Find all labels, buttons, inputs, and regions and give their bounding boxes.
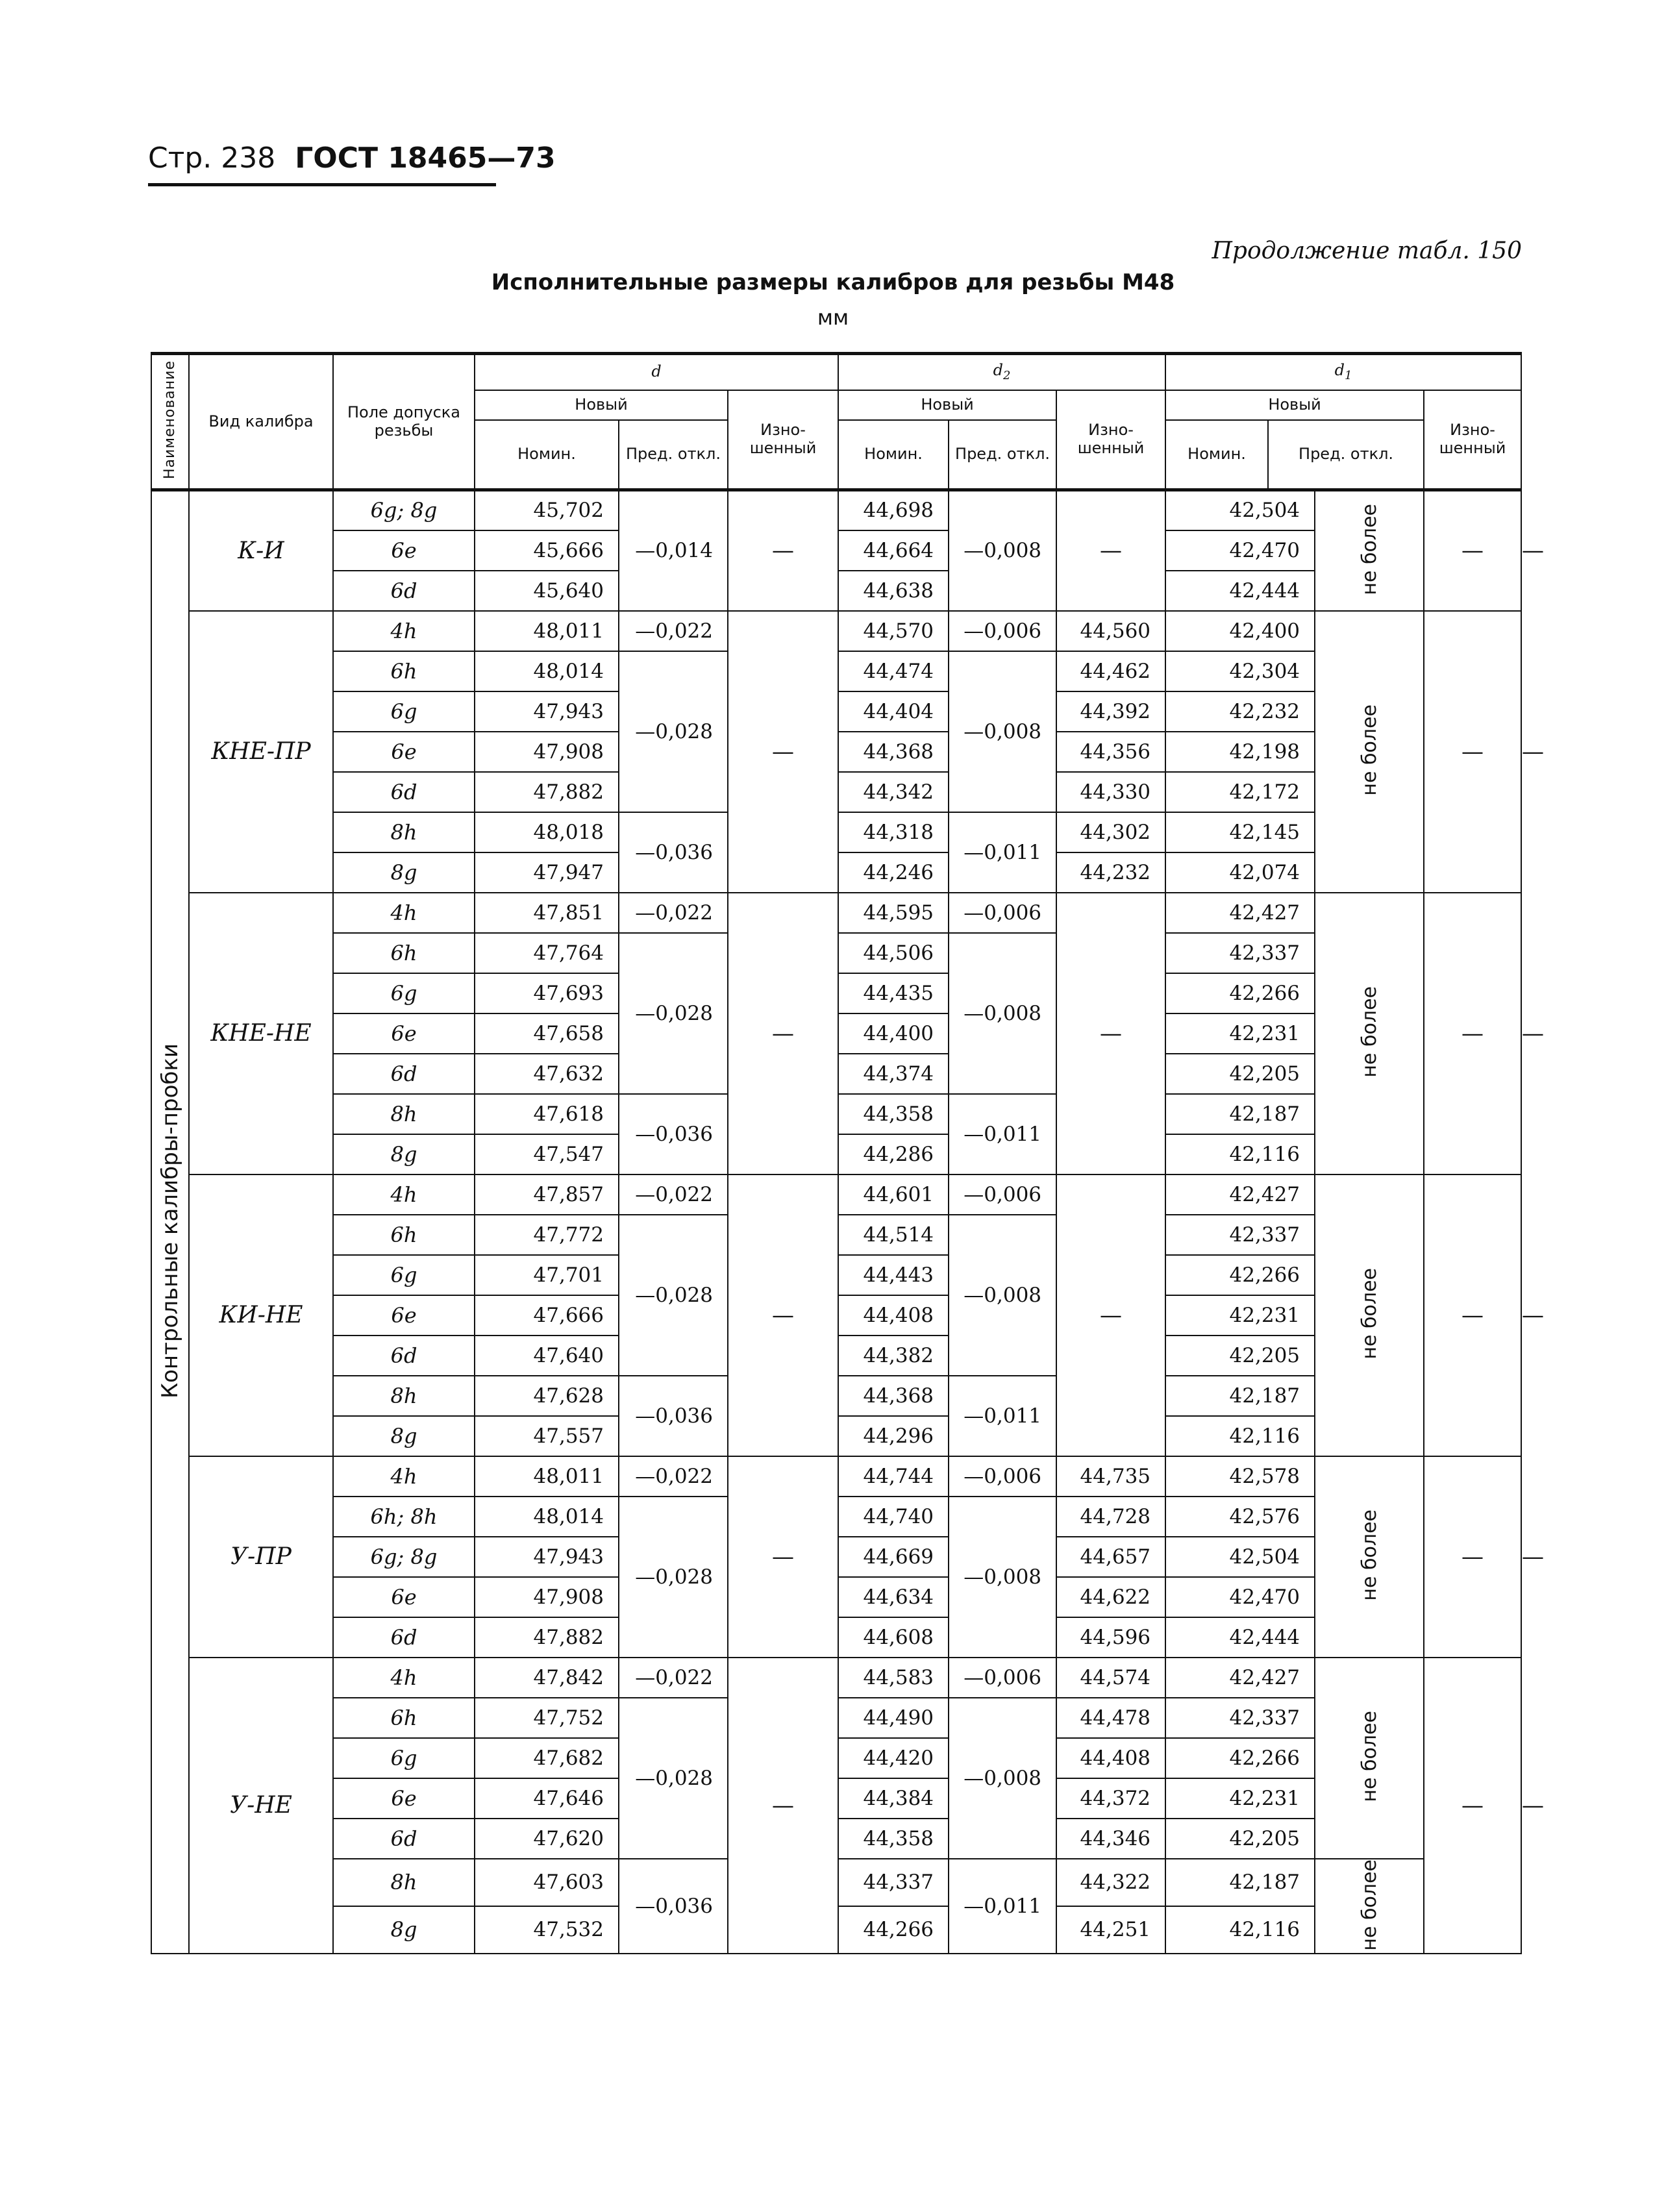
d2-deviation: —0,011 [949,1859,1056,1954]
d2-deviation: —0,008 [949,1215,1056,1376]
d2-nominal: 44,246 [838,852,949,893]
d-worn: — [728,611,838,893]
tolerance-field: 6g [333,973,475,1013]
d1-nominal: 42,187 [1165,1859,1315,1906]
tolerance-field: 4h [333,1174,475,1215]
d2-nominal: 44,664 [838,530,949,571]
table-row: КНЕ-НЕ 4h 47,851 —0,022 — 44,595 —0,006 — 42,427 не более — — [151,893,1521,933]
table-row: У-НЕ 4h 47,842 —0,022 — 44,583 —0,006 44,574 42,427 не более — — [151,1658,1521,1698]
d-deviation: —0,028 [619,651,728,812]
d-nominal: 48,014 [475,651,619,691]
d2-worn: — [1056,490,1165,611]
d2-nominal: 44,318 [838,812,949,852]
d2-nominal: 44,601 [838,1174,949,1215]
d2-nominal: 44,514 [838,1215,949,1255]
d-deviation: —0,022 [619,1658,728,1698]
d2-nominal: 44,740 [838,1497,949,1537]
d-deviation: —0,028 [619,1497,728,1658]
tolerance-field: 6d [333,1617,475,1658]
d-dev-header: Пред. откл. [619,420,728,490]
d1-nominal: 42,232 [1165,691,1315,732]
not-more-label: не более [1358,503,1381,595]
col-name-header: Наименование [151,354,189,490]
d2-worn: 44,356 [1056,732,1165,772]
d-nominal: 47,666 [475,1295,619,1336]
d2-nominal: 44,506 [838,933,949,973]
d2-new-header: Новый [838,390,1056,420]
d-nominal: 47,547 [475,1134,619,1174]
d2-worn: 44,346 [1056,1819,1165,1859]
d1-nominal: 42,198 [1165,732,1315,772]
d-nominal: 47,764 [475,933,619,973]
d-worn: — [728,1658,838,1954]
tolerance-field: 4h [333,611,475,651]
tolerance-field: 6d [333,1336,475,1376]
d2-nominal: 44,374 [838,1054,949,1094]
d-deviation: —0,028 [619,1215,728,1376]
d2-nominal: 44,698 [838,490,949,530]
d1-nominal: 42,145 [1165,812,1315,852]
d1-deviation [1315,1859,1424,1954]
d-nominal: 45,640 [475,571,619,611]
d1-nominal: 42,427 [1165,1658,1315,1698]
d-nominal: 47,640 [475,1336,619,1376]
tolerance-field: 8h [333,1376,475,1416]
d1-nominal: 42,172 [1165,772,1315,812]
d1-nominal: 42,304 [1165,651,1315,691]
d-nominal: 47,632 [475,1054,619,1094]
tolerance-field: 8g [333,1906,475,1954]
not-more-label: не более [1358,1859,1381,1951]
d1-nominal: 42,116 [1165,1134,1315,1174]
d-nominal: 47,943 [475,691,619,732]
d2-worn: 44,622 [1056,1577,1165,1617]
d2-deviation: —0,006 [949,1174,1056,1215]
d1-nominal: 42,074 [1165,852,1315,893]
tolerance-field: 8g [333,1134,475,1174]
d-worn: — [728,1174,838,1456]
tolerance-field: 4h [333,1456,475,1497]
d-nominal: 47,682 [475,1738,619,1778]
d2-worn: — [1056,1174,1165,1456]
d2-nominal: 44,404 [838,691,949,732]
gauge-type: У-ПР [189,1456,333,1658]
tolerance-field: 6e [333,530,475,571]
d1-nominal: 42,205 [1165,1336,1315,1376]
d1-nominal: 42,400 [1165,611,1315,651]
tolerance-field: 6g; 8g [333,490,475,530]
tolerance-field: 6h [333,1215,475,1255]
d1-nominal: 42,266 [1165,973,1315,1013]
d-worn: — [728,490,838,611]
tolerance-field: 6g [333,691,475,732]
table-row: КИ-НЕ 4h 47,857 —0,022 — 44,601 —0,006 — 42,427 не более — — [151,1174,1521,1215]
tolerance-field: 6h [333,1698,475,1738]
table-title: Исполнительные размеры калибров для резьбы M48 [491,269,1175,295]
d2-nominal: 44,342 [838,772,949,812]
gauge-type: К-И [189,490,333,611]
d1-worn: — [1424,1174,1521,1456]
d1-nominal: 42,576 [1165,1497,1315,1537]
not-more-label: не более [1358,1510,1381,1601]
d-deviation: —0,036 [619,1094,728,1174]
d1-nominal: 42,116 [1165,1906,1315,1954]
d2-nominal: 44,443 [838,1255,949,1295]
col-vid-header: Вид калибра [189,354,333,490]
d-nominal: 47,908 [475,1577,619,1617]
d-deviation: —0,036 [619,812,728,893]
d-deviation: —0,028 [619,1698,728,1859]
d-nominal: 47,772 [475,1215,619,1255]
tolerance-field: 4h [333,893,475,933]
d1-deviation [1315,1658,1424,1859]
d1-deviation [1315,611,1424,893]
table-continuation: Продолжение табл. 150 [1212,238,1522,264]
d2-nominal: 44,669 [838,1537,949,1577]
d1-nominal: 42,427 [1165,1174,1315,1215]
d-nominal: 47,620 [475,1819,619,1859]
d-nominal: 48,018 [475,812,619,852]
d-nominal: 47,646 [475,1778,619,1819]
d-nominal: 47,857 [475,1174,619,1215]
d-nominal: 47,908 [475,732,619,772]
d2-deviation: —0,008 [949,651,1056,812]
d2-nominal: 44,583 [838,1658,949,1698]
not-more-label: не более [1358,1268,1381,1360]
d2-deviation: —0,006 [949,893,1056,933]
gauge-table [151,352,1545,1954]
d-nominal: 47,693 [475,973,619,1013]
d-nominal: 47,628 [475,1376,619,1416]
d2-worn: 44,728 [1056,1497,1165,1537]
d2-nominal: 44,296 [838,1416,949,1456]
d1-deviation [1315,490,1424,611]
d-deviation: —0,036 [619,1859,728,1954]
d2-nominal: 44,400 [838,1013,949,1054]
d2-worn-header: Изно-шенный [1056,390,1165,490]
col-d-header: d [475,354,838,390]
d2-nominal: 44,608 [838,1617,949,1658]
group-label: Контрольные калибры-пробки [157,1043,183,1399]
d-worn-header: Изно-шенный [728,390,838,490]
d2-deviation: —0,011 [949,812,1056,893]
d1-nominal: 42,504 [1165,490,1315,530]
gauge-type: КНЕ-ПР [189,611,333,893]
d1-nominal: 42,187 [1165,1094,1315,1134]
col-d2-header: $d_2$ [838,354,1165,390]
d-deviation: —0,014 [619,490,728,611]
tolerance-field: 6e [333,1577,475,1617]
d2-nominal: 44,384 [838,1778,949,1819]
tolerance-field: 8h [333,812,475,852]
d-deviation: —0,022 [619,893,728,933]
d2-worn: 44,392 [1056,691,1165,732]
d1-worn: — [1424,1658,1521,1954]
tolerance-field: 6e [333,732,475,772]
d1-nominal: 42,187 [1165,1376,1315,1416]
d1-deviation [1315,893,1424,1174]
d1-nominal: 42,427 [1165,893,1315,933]
d1-worn: — [1424,893,1521,1174]
d-nominal: 47,943 [475,1537,619,1577]
d1-nominal: 42,266 [1165,1255,1315,1295]
d1-nominal: 42,116 [1165,1416,1315,1456]
d2-deviation: —0,006 [949,611,1056,651]
tolerance-field: 6e [333,1778,475,1819]
d1-nominal: 42,444 [1165,571,1315,611]
d-worn: — [728,1456,838,1658]
d1-nominal: 42,470 [1165,530,1315,571]
d-deviation: —0,036 [619,1376,728,1456]
d2-worn: 44,478 [1056,1698,1165,1738]
table-row: Контрольные калибры-пробки К-И 6g; 8g 45,702 —0,014 — 44,698 —0,008 — 42,504 не более — — [151,490,1521,530]
tolerance-field: 6d [333,571,475,611]
d-nominal: 47,842 [475,1658,619,1698]
d2-worn: 44,372 [1056,1778,1165,1819]
d1-nominal: 42,337 [1165,933,1315,973]
page-header [148,142,556,175]
d1-worn-header: Изно-шенный [1424,390,1521,490]
d-nominal: 47,851 [475,893,619,933]
d1-nominal: 42,205 [1165,1819,1315,1859]
d-nominal: 47,752 [475,1698,619,1738]
standard-number: ГОСТ 18465—73 [295,142,556,175]
d-nominal: 45,666 [475,530,619,571]
d2-nominal: 44,358 [838,1094,949,1134]
d2-nominal: 44,286 [838,1134,949,1174]
d-deviation: —0,028 [619,933,728,1094]
d2-nominal: 44,435 [838,973,949,1013]
not-more-label: не более [1358,1711,1381,1802]
d2-worn: 44,302 [1056,812,1165,852]
tolerance-field: 6e [333,1013,475,1054]
d2-nominal: 44,634 [838,1577,949,1617]
table-row: КНЕ-ПР 4h 48,011 —0,022 — 44,570 —0,006 44,560 42,400 не более — — [151,611,1521,651]
d-nominal: 47,532 [475,1906,619,1954]
d2-worn: 44,408 [1056,1738,1165,1778]
tolerance-field: 6h [333,933,475,973]
d2-nominal: 44,337 [838,1859,949,1906]
not-more-label: не более [1358,704,1381,796]
d-nominal: 47,618 [475,1094,619,1134]
table-row: У-ПР 4h 48,011 —0,022 — 44,744 —0,006 44,735 42,578 не более — — [151,1456,1521,1497]
d2-worn: 44,322 [1056,1859,1165,1906]
d-nominal: 48,011 [475,611,619,651]
header-rule [148,183,496,186]
tolerance-field: 8g [333,1416,475,1456]
d1-nominal: 42,337 [1165,1698,1315,1738]
d-deviation: —0,022 [619,1174,728,1215]
tolerance-field: 8h [333,1859,475,1906]
d2-worn: 44,560 [1056,611,1165,651]
d-nominal: 48,011 [475,1456,619,1497]
gauge-type: КНЕ-НЕ [189,893,333,1174]
d-nominal: 47,603 [475,1859,619,1906]
tolerance-field: 6g [333,1255,475,1295]
group-label-cell [151,490,189,1954]
d2-worn: 44,596 [1056,1617,1165,1658]
d2-worn: 44,330 [1056,772,1165,812]
d2-deviation: —0,008 [949,933,1056,1094]
d2-deviation: —0,011 [949,1376,1056,1456]
d2-nominal: 44,595 [838,893,949,933]
d2-nominal: 44,266 [838,1906,949,1954]
d2-nominal: 44,358 [838,1819,949,1859]
tolerance-field: 6e [333,1295,475,1336]
d1-nominal: 42,231 [1165,1778,1315,1819]
d2-deviation: —0,006 [949,1658,1056,1698]
d2-worn: 44,735 [1056,1456,1165,1497]
d1-nominal: 42,231 [1165,1295,1315,1336]
d-nom-header: Номин. [475,420,619,490]
d2-deviation: —0,008 [949,1497,1056,1658]
d-new-header: Новый [475,390,728,420]
d-worn: — [728,893,838,1174]
col-d1-header: $d_1$ [1165,354,1521,390]
d1-nominal: 42,337 [1165,1215,1315,1255]
d2-nominal: 44,638 [838,571,949,611]
d1-nominal: 42,231 [1165,1013,1315,1054]
d2-worn: — [1056,893,1165,1174]
d2-worn: 44,574 [1056,1658,1165,1698]
d-nominal: 47,557 [475,1416,619,1456]
d1-nominal: 42,470 [1165,1577,1315,1617]
gauge-type: У-НЕ [189,1658,333,1954]
d-nominal: 47,947 [475,852,619,893]
d2-nominal: 44,408 [838,1295,949,1336]
d2-worn: 44,232 [1056,852,1165,893]
d1-worn: — [1424,1456,1521,1658]
tolerance-field: 6d [333,1054,475,1094]
not-more-label: не более [1358,986,1381,1078]
tolerance-field: 6g; 8g [333,1537,475,1577]
d1-worn: — [1424,611,1521,893]
d1-nominal: 42,504 [1165,1537,1315,1577]
page-number: Стр. 238 [148,142,276,175]
d1-nom-header: Номин. [1165,420,1268,490]
d-nominal: 48,014 [475,1497,619,1537]
d-nominal: 45,702 [475,490,619,530]
d2-nominal: 44,474 [838,651,949,691]
d2-nominal: 44,420 [838,1738,949,1778]
d1-worn: — [1424,490,1521,611]
d2-deviation: —0,008 [949,1698,1056,1859]
col-pole-header: Поле допуска резьбы [333,354,475,490]
d2-deviation: —0,006 [949,1456,1056,1497]
d-nominal: 47,701 [475,1255,619,1295]
d2-deviation: —0,011 [949,1094,1056,1174]
d2-worn: 44,462 [1056,651,1165,691]
d2-nominal: 44,368 [838,1376,949,1416]
table-unit: мм [817,305,849,330]
d2-worn: 44,657 [1056,1537,1165,1577]
d2-nominal: 44,570 [838,611,949,651]
tolerance-field: 6h [333,651,475,691]
d-nominal: 47,882 [475,772,619,812]
d1-nominal: 42,578 [1165,1456,1315,1497]
d2-deviation: —0,008 [949,490,1056,611]
d1-nominal: 42,266 [1165,1738,1315,1778]
d-nominal: 47,882 [475,1617,619,1658]
d1-deviation [1315,1456,1424,1658]
d2-nominal: 44,490 [838,1698,949,1738]
tolerance-field: 6d [333,772,475,812]
d2-nominal: 44,382 [838,1336,949,1376]
d1-nominal: 42,205 [1165,1054,1315,1094]
d2-nom-header: Номин. [838,420,949,490]
d-deviation: —0,022 [619,611,728,651]
d1-new-header: Новый [1165,390,1424,420]
d2-nominal: 44,744 [838,1456,949,1497]
d2-dev-header: Пред. откл. [949,420,1056,490]
d-deviation: —0,022 [619,1456,728,1497]
tolerance-field: 6h; 8h [333,1497,475,1537]
tolerance-field: 4h [333,1658,475,1698]
d2-worn: 44,251 [1056,1906,1165,1954]
d1-dev-header: Пред. откл. [1268,420,1424,490]
d1-deviation [1315,1174,1424,1456]
d1-nominal: 42,444 [1165,1617,1315,1658]
tolerance-field: 8h [333,1094,475,1134]
tolerance-field: 6d [333,1819,475,1859]
d2-nominal: 44,368 [838,732,949,772]
tolerance-field: 6g [333,1738,475,1778]
gauge-type: КИ-НЕ [189,1174,333,1456]
d-nominal: 47,658 [475,1013,619,1054]
tolerance-field: 8g [333,852,475,893]
